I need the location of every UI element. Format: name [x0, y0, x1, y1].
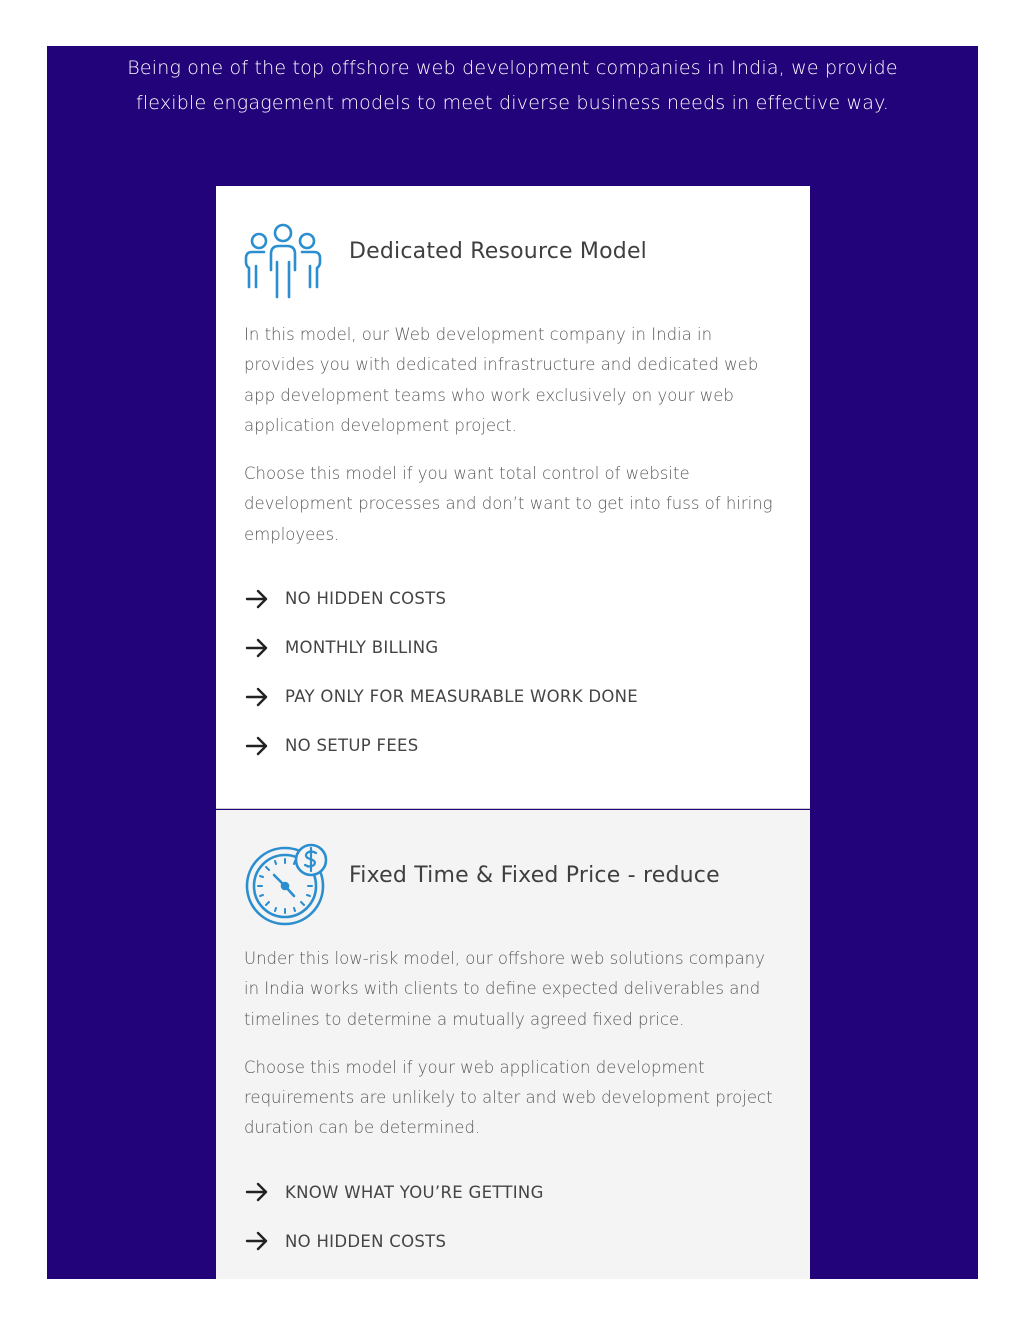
arrow-right-icon — [244, 637, 270, 659]
fixed-price-card — [216, 810, 810, 1279]
feature-item — [244, 1168, 784, 1217]
feature-label: NO HIDDEN COSTS — [285, 589, 447, 609]
arrow-right-icon — [244, 735, 270, 757]
feature-label: NO HIDDEN COSTS — [285, 1231, 447, 1251]
feature-item — [244, 1217, 784, 1266]
card-paragraph: In this model, our Web development company in India in provides you with dedicated infrastructure and dedicated web app development teams who work exclusively on your web application development project. — [244, 325, 759, 435]
card-title: Dedicated Resource Model — [349, 239, 647, 264]
arrow-right-icon — [244, 1230, 270, 1252]
intro-text: Being one of the top offshore web development companies in India, we provide flexible engagement models to meet diverse business needs in effective way. — [127, 57, 898, 114]
card-body — [244, 320, 784, 770]
feature-item — [244, 672, 784, 721]
feature-label: KNOW WHAT YOU’RE GETTING — [285, 1182, 544, 1202]
feature-list — [244, 1168, 784, 1266]
card-paragraph: Choose this model if you want total control of website development processes and don’t want to get into fuss of hiring employees. — [244, 464, 773, 544]
dedicated-resource-card — [216, 186, 810, 809]
card-body — [244, 944, 784, 1266]
feature-item — [244, 623, 784, 672]
arrow-right-icon — [244, 1181, 270, 1203]
arrow-right-icon — [244, 588, 270, 610]
feature-item — [244, 721, 784, 770]
clock-dollar-icon — [244, 840, 330, 926]
engagement-models-section — [47, 46, 978, 1279]
feature-label: NO SETUP FEES — [285, 736, 419, 756]
card-paragraph: Choose this model if your web application development requirements are unlikely to alter and web development project duration can be determined. — [244, 1057, 773, 1138]
feature-label: PAY ONLY FOR MEASURABLE WORK DONE — [285, 687, 639, 707]
feature-list — [244, 574, 784, 770]
card-title: Fixed Time & Fixed Price - reduce — [349, 863, 720, 888]
arrow-right-icon — [244, 686, 270, 708]
feature-item — [244, 574, 784, 623]
feature-label: MONTHLY BILLING — [285, 638, 439, 658]
team-icon — [244, 216, 330, 302]
card-paragraph: Under this low-risk model, our offshore web solutions company in India works with clients to define expected deliverables and timelines to determine a mutually agreed fixed price. — [244, 949, 765, 1029]
